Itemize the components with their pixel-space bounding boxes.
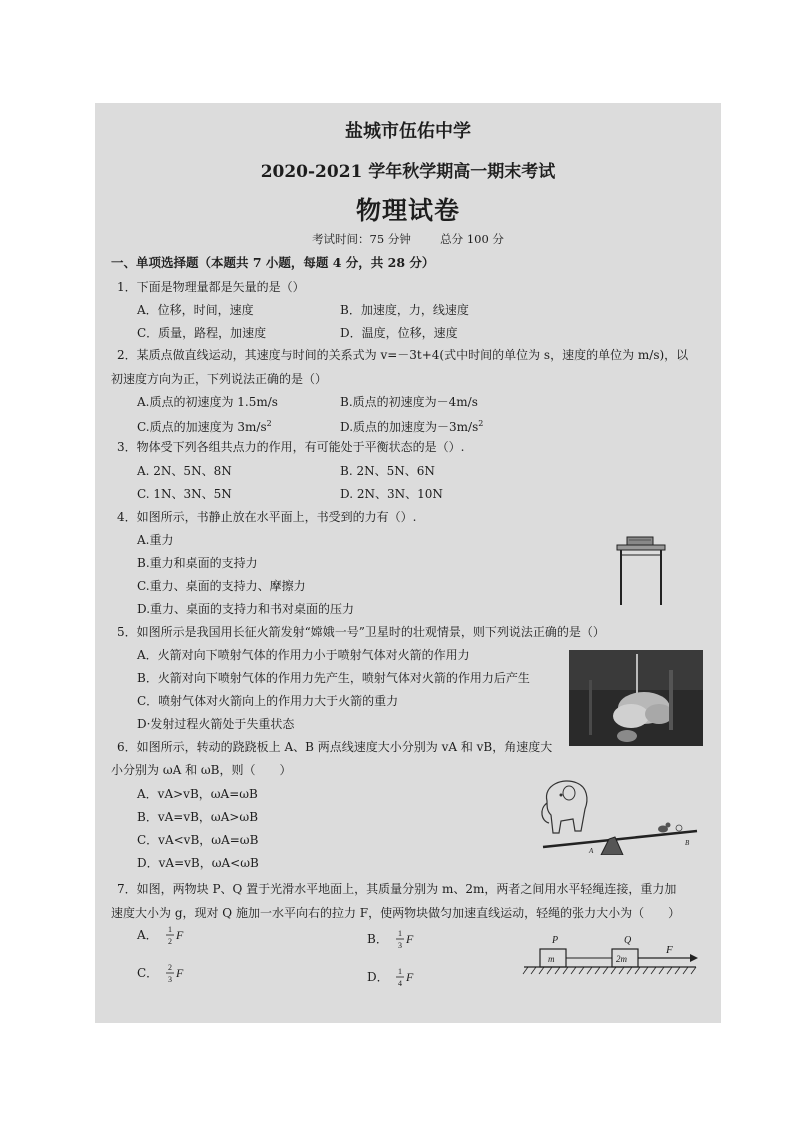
q6-stem-line1: 6．如图所示，转动的跷跷板上 A、B 两点线速度大小分别为 vA 和 vB，角速度大 — [117, 740, 553, 754]
svg-text:A．: A． — [137, 928, 158, 942]
seesaw-figure — [535, 775, 705, 855]
q6-option-a: A．vA>vB，ωA=ωB — [137, 787, 258, 801]
q1-option-a: A．位移，时间，速度 — [137, 303, 254, 317]
q2-option-b: B.质点的初速度为－4m/s — [340, 395, 478, 409]
q2-stem-line2: 初速度方向为正，下列说法正确的是（） — [111, 372, 328, 386]
exam-term: 2020-2021 学年秋学期高一期末考试 — [260, 162, 556, 182]
q2-stem-line1: 2．某质点做直线运动，其速度与时间的关系式为 v=－3t+4(式中时间的单位为 s，速度的单位为 m/s)，以 — [117, 348, 689, 362]
q4-option-a: A.重力 — [137, 533, 174, 547]
q7-option-d — [365, 963, 435, 991]
svg-text:F: F — [406, 970, 414, 984]
exam-total: 总分 100 分 — [440, 232, 504, 246]
q4-option-c: C.重力、桌面的支持力、摩擦力 — [137, 579, 306, 593]
point-a-label: A — [589, 847, 594, 855]
q3-option-b: B. 2N、5N、6N — [340, 464, 435, 478]
q1-option-d: D．温度，位移，速度 — [340, 326, 458, 340]
exam-time: 考试时间：75 分钟 — [312, 232, 411, 246]
block-p-mass: m — [548, 954, 555, 964]
q3-option-c: C. 1N、3N、5N — [137, 487, 232, 501]
q4-option-d: D.重力、桌面的支持力和书对桌面的压力 — [137, 602, 355, 616]
svg-text:F: F — [176, 928, 184, 942]
q4-option-b: B.重力和桌面的支持力 — [137, 556, 258, 570]
q6-option-c: C．vA<vB，ωA=ωB — [137, 833, 259, 847]
q3-option-a: A. 2N、5N、8N — [137, 464, 232, 478]
q5-option-d: D·发射过程火箭处于失重状态 — [137, 717, 295, 731]
blocks-pq-figure — [520, 929, 704, 985]
q7-option-a — [135, 921, 205, 949]
block-p-label: P — [552, 935, 559, 946]
block-q-label: Q — [624, 935, 632, 946]
svg-text:4: 4 — [398, 979, 402, 988]
q1-option-b: B．加速度，力，线速度 — [340, 303, 469, 317]
point-b-label: B — [685, 839, 690, 847]
q1-option-c: C．质量，路程，加速度 — [137, 326, 267, 340]
svg-text:F: F — [176, 966, 184, 980]
q1-stem: 1．下面是物理量都是矢量的是（） — [117, 280, 305, 294]
q7-option-c — [135, 959, 205, 987]
q2-option-a: A.质点的初速度为 1.5m/s — [137, 395, 278, 409]
q6-stem-line2: 小分别为 ωA 和 ωB，则（ ） — [111, 763, 292, 777]
svg-text:3: 3 — [398, 941, 402, 950]
svg-text:D．: D． — [367, 970, 389, 984]
svg-text:1: 1 — [168, 925, 172, 934]
q2-option-c: C.质点的加速度为 $3m/s^2$ — [137, 419, 272, 434]
section-title: 一、单项选择题（本题共 7 小题，每题 4 分，共 28 分） — [111, 255, 435, 270]
q5-stem: 5．如图所示是我国用长征火箭发射“嫦娥一号”卫星时的壮观情景，则下列说法正确的是（） — [117, 625, 605, 639]
subject-title: 物理试卷 — [355, 196, 460, 225]
q7-stem-line1: 7．如图，两物块 P、Q 置于光滑水平地面上，其质量分别为 m、2m，两者之间用水平轻绳连接，重力加 — [117, 882, 677, 896]
force-f-label: F — [666, 944, 673, 956]
svg-text:F: F — [406, 932, 414, 946]
q3-stem: 3．物体受下列各组共点力的作用，有可能处于平衡状态的是（）. — [117, 440, 465, 454]
q6-option-b: B．vA=vB，ωA>ωB — [137, 810, 259, 824]
q7-stem-line2: 速度大小为 g，现对 Q 施加一水平向右的拉力 F，使两物块做匀加速直线运动，轻绳的张力大小为（ ） — [111, 906, 681, 920]
book-on-table-figure — [613, 535, 669, 607]
block-q-mass: 2m — [616, 954, 627, 964]
exam-sheet — [95, 103, 721, 1023]
q7-option-b — [365, 925, 435, 953]
svg-text:1: 1 — [398, 967, 402, 976]
q6-option-d: D．vA=vB，ωA<ωB — [137, 856, 259, 870]
q2-option-d: D.质点的加速度为$-3m/s^2$ — [340, 419, 484, 434]
svg-text:2: 2 — [168, 937, 172, 946]
svg-text:3: 3 — [168, 975, 172, 984]
q4-stem: 4．如图所示，书静止放在水平面上，书受到的力有（）. — [117, 510, 417, 524]
svg-text:C．: C． — [137, 966, 159, 980]
q5-option-a: A．火箭对向下喷射气体的作用力小于喷射气体对火箭的作用力 — [137, 648, 470, 662]
svg-text:B．: B． — [367, 932, 388, 946]
school-name: 盐城市伍佑中学 — [345, 121, 471, 142]
q5-option-c: C．喷射气体对火箭向上的作用力大于火箭的重力 — [137, 694, 399, 708]
svg-text:1: 1 — [398, 929, 402, 938]
svg-text:2: 2 — [168, 963, 172, 972]
q3-option-d: D. 2N、3N、10N — [340, 487, 443, 501]
rocket-launch-photo — [569, 650, 703, 746]
exam-info — [95, 231, 721, 247]
q5-option-b: B．火箭对向下喷射气体的作用力先产生，喷射气体对火箭的作用力后产生 — [137, 671, 530, 685]
